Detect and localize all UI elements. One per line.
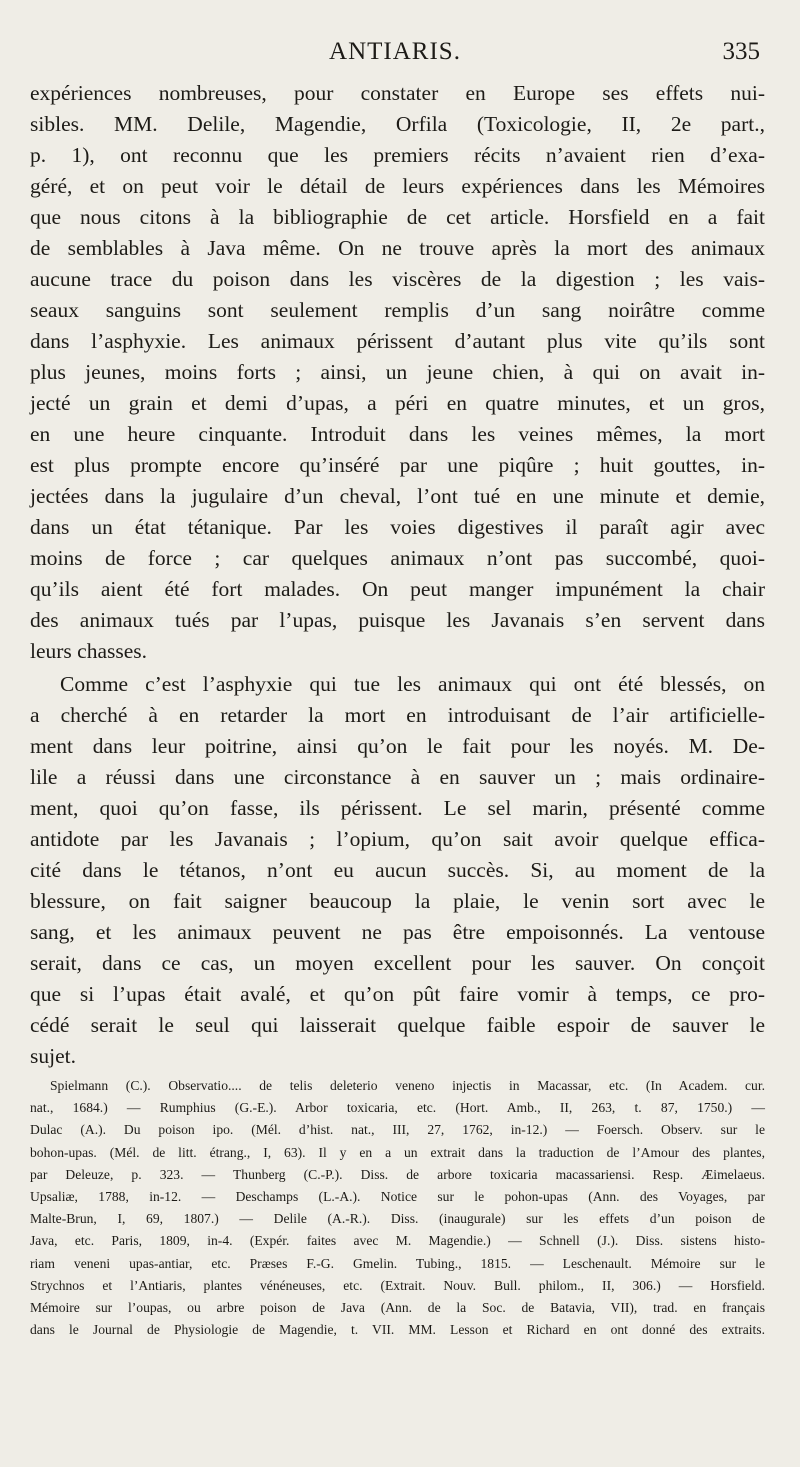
text-line: cité dans le tétanos, n’ont eu aucun succès. Si, au moment de la — [30, 858, 765, 882]
text-line: nat., 1684.) — Rumphius (G.-E.). Arbor toxicaria, etc. (Hort. Amb., II, 263, t. 87, 1750.) — — [30, 1100, 765, 1116]
page-number: 335 — [722, 38, 760, 65]
text-line: expériences nombreuses, pour constater en Europe ses effets nui- — [30, 81, 765, 105]
text-line: de semblables à Java même. On ne trouve après la mort des animaux — [30, 236, 765, 260]
text-line: en une heure cinquante. Introduit dans les veines mêmes, la mort — [30, 422, 765, 446]
text-line: jectées dans la jugulaire d’un cheval, l’ont tué en une minute et demie, — [30, 484, 765, 508]
text-line: Comme c’est l’asphyxie qui tue les animaux qui ont été blessés, on — [60, 672, 765, 696]
text-line: moins de force ; car quelques animaux n’ont pas succombé, quoi- — [30, 546, 765, 570]
text-line: p. 1), ont reconnu que les premiers récits n’avaient rien d’exa- — [30, 143, 765, 167]
text-line: Malte-Brun, I, 69, 1807.) — Delile (A.-R.). Diss. (inaugurale) sur les effets d’un poison de — [30, 1211, 765, 1227]
text-line: est plus prompte encore qu’inséré par une piqûre ; huit gouttes, in- — [30, 453, 765, 477]
text-line: que si l’upas était avalé, et qu’on pût faire vomir à temps, ce pro- — [30, 982, 765, 1006]
text-line: Upsaliæ, 1788, in-12. — Deschamps (L.-A.). Notice sur le pohon-upas (Ann. des Voyages, par — [30, 1189, 765, 1205]
bibliography — [30, 1075, 765, 1341]
text-line: jecté un grain et demi d’upas, a péri en quatre minutes, et un gros, — [30, 391, 765, 415]
text-line: Mémoire sur l’oupas, ou arbre poison de Java (Ann. de la Soc. de Batavia, VII), trad. en français — [30, 1300, 765, 1316]
text-line: sujet. — [30, 1044, 76, 1068]
text-line: géré, et on peut voir le détail de leurs expériences dans les Mémoires — [30, 174, 765, 198]
text-line: aucune trace du poison dans les viscères de la digestion ; les vais- — [30, 267, 765, 291]
text-line: des animaux tués par l’upas, puisque les Javanais s’en servent dans — [30, 608, 765, 632]
text-line: serait, dans ce cas, un moyen excellent pour les sauver. On conçoit — [30, 951, 765, 975]
main-text — [30, 78, 765, 1072]
text-line: bohon-upas. (Mél. de litt. étrang., I, 63). Il y en a un extrait dans la traduction de l’Amour des plantes, — [30, 1144, 765, 1160]
text-line: par Deleuze, p. 323. — Thunberg (C.-P.). Diss. de arbore toxicaria macassariensi. Resp. Æimelaeus. — [30, 1166, 765, 1182]
text-line: lile a réussi dans une circonstance à en sauver un ; mais ordinaire- — [30, 765, 765, 789]
text-line: sibles. MM. Delile, Magendie, Orfila (Toxicologie, II, 2e part., — [30, 112, 765, 136]
text-line: dans le Journal de Physiologie de Magendie, t. VII. MM. Lesson et Richard en ont donné des extraits. — [30, 1322, 765, 1338]
text-line: riam veneni upas-antiar, etc. Præses F.-G. Gmelin. Tubing., 1815. — Leschenault. Mémoire sur le — [30, 1255, 765, 1271]
text-line: Strychnos et l’Antiaris, plantes vénéneuses, etc. (Extrait. Nouv. Bull. philom., II, 306.) — Horsfield. — [30, 1277, 765, 1293]
text-line: seaux sanguins sont seulement remplis d’un sang noirâtre comme — [30, 298, 765, 322]
text-line: leurs chasses. — [30, 639, 148, 663]
text-line: a cherché à en retarder la mort en introduisant de l’air artificielle- — [30, 703, 765, 727]
running-head-title: ANTIARIS. — [329, 38, 461, 65]
text-line: blessure, on fait saigner beaucoup la plaie, le venin sort avec le — [30, 889, 765, 913]
running-head — [30, 38, 760, 68]
text-line: sang, et les animaux peuvent ne pas être empoisonnés. La ventouse — [30, 920, 765, 944]
text-line: cédé serait le seul qui laisserait quelque faible espoir de sauver le — [30, 1013, 765, 1037]
text-line: ment dans leur poitrine, ainsi qu’on le fait pour les noyés. M. De- — [30, 734, 765, 758]
text-line: Spielmann (C.). Observatio.... de telis deleterio veneno injectis in Macassar, etc. (In Academ. cur. — [50, 1078, 765, 1093]
text-line: ment, quoi qu’on fasse, ils périssent. Le sel marin, présenté comme — [30, 796, 765, 820]
text-line: dans l’asphyxie. Les animaux périssent d’autant plus vite qu’ils sont — [30, 329, 765, 353]
paragraph-1 — [30, 78, 765, 667]
text-line: Java, etc. Paris, 1809, in-4. (Expér. faites avec M. Magendie.) — Schnell (J.). Diss. sistens histo- — [30, 1233, 765, 1249]
text-line: antidote par les Javanais ; l’opium, qu’on sait avoir quelque effica- — [30, 827, 765, 851]
text-line: plus jeunes, moins forts ; ainsi, un jeune chien, à qui on avait in- — [30, 360, 765, 384]
text-line: Dulac (A.). Du poison ipo. (Mél. d’hist. nat., III, 27, 1762, in-12.) — Foersch. Observ. sur le — [30, 1122, 765, 1138]
paragraph-2 — [30, 669, 765, 1072]
text-line: qu’ils aient été fort malades. On peut manger impunément la chair — [30, 577, 765, 601]
text-line: dans un état tétanique. Par les voies digestives il paraît agir avec — [30, 515, 765, 539]
text-line: que nous citons à la bibliographie de cet article. Horsfield en a fait — [30, 205, 765, 229]
